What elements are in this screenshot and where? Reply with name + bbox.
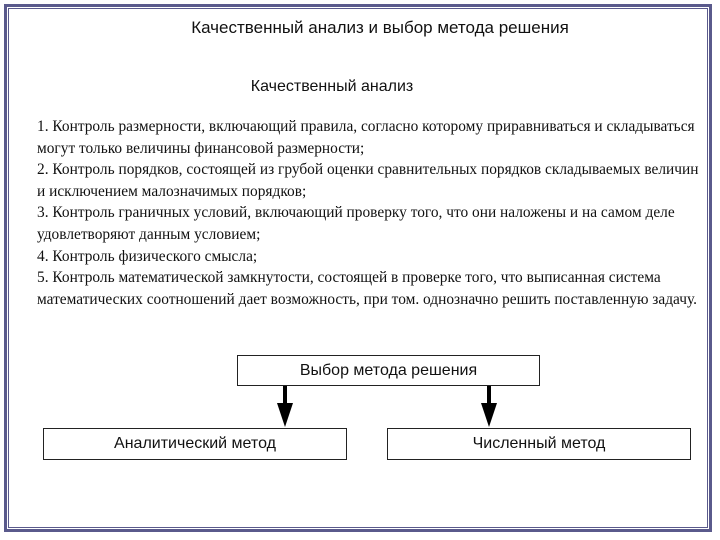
list-item-closure-control: 5. Контроль математической замкнутости, состоящей в проверке того, что выписанная система математических соотношений дает возможность, при том. однозначно решить поставленную задачу. (37, 269, 697, 308)
section-subtitle: Качественный анализ (250, 78, 414, 95)
list-item-physical-sense-control: 4. Контроль физического смысла; (37, 247, 258, 265)
analytic-method-box: Аналитический метод (43, 428, 347, 460)
arrow-to-analytic (277, 386, 293, 427)
list-item-dimension-control: 1. Контроль размерности, включающий правила, согласно которому приравниваться и складываться могут только величины финансовой размерности; (37, 118, 695, 157)
method-choice-box: Выбор метода решения (237, 355, 540, 386)
arrow-to-numeric (481, 386, 497, 427)
list-item-boundary-control: 3. Контроль граничных условий, включающий проверку того, что они наложены и на самом деле удовлетворяют данным условием; (37, 204, 675, 243)
slide-title: Качественный анализ и выбор метода решения (191, 18, 569, 37)
numeric-method-box: Численный метод (387, 428, 691, 460)
list-item-order-control: 2. Контроль порядков, состоящей из грубой оценки сравнительных порядков складываемых величин и исключением малозначимых порядков; (37, 161, 699, 200)
